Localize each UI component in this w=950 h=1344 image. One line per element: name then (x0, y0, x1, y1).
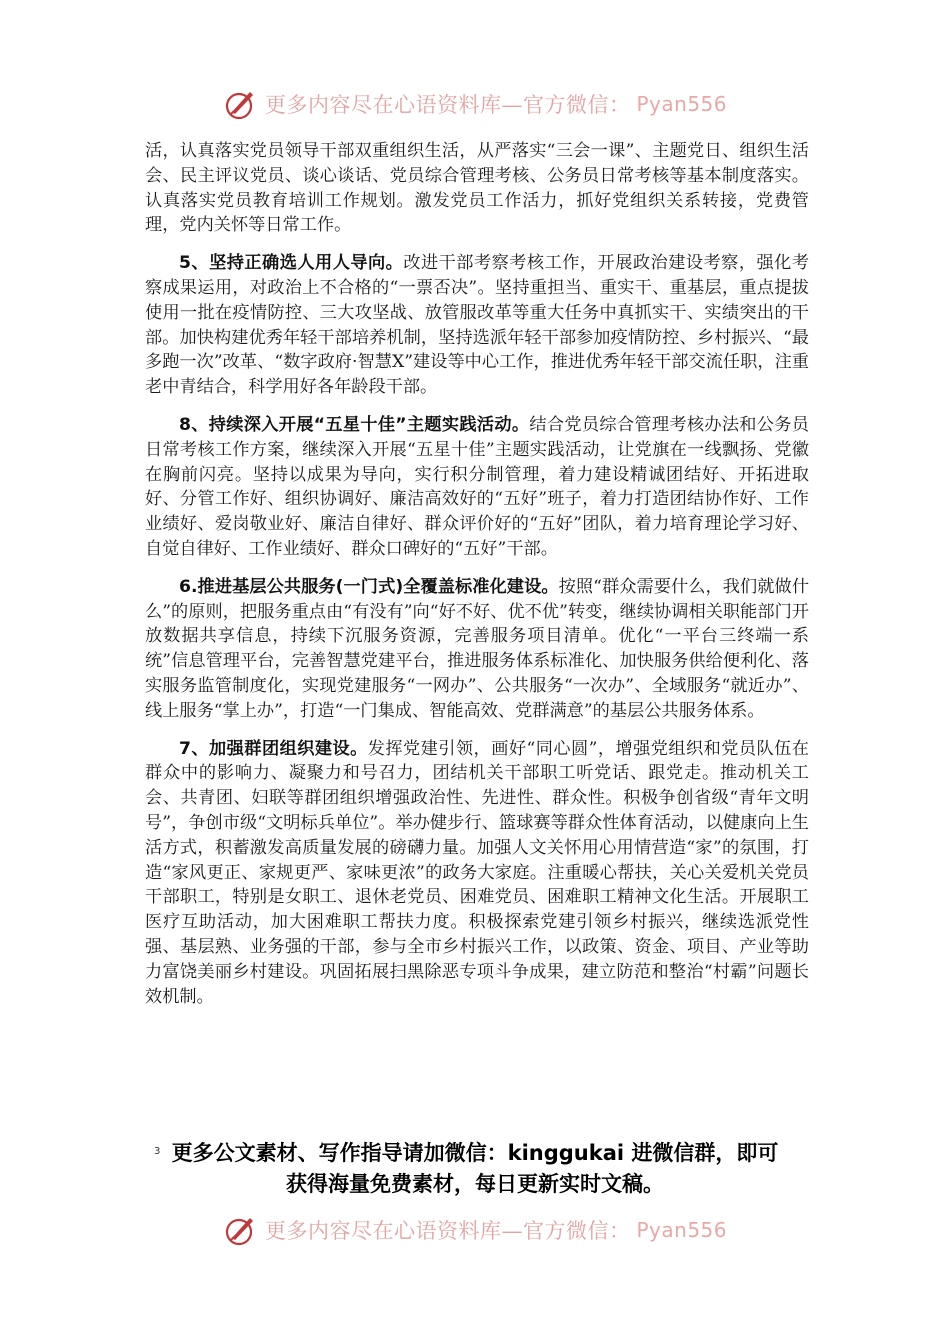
paragraph-item-8 (145, 413, 809, 562)
paragraph-heading: 8、持续深入开展“五星十佳”主题实践活动。 (179, 414, 530, 435)
paragraph-heading: 5、坚持正确选人用人导向。 (179, 253, 404, 274)
paragraph-item-7 (145, 737, 809, 1010)
footer-watermark (0, 1212, 950, 1248)
document-body (145, 139, 809, 1022)
watermark-text: 更多内容尽在心语资料库—官方微信： (264, 93, 631, 117)
paragraph-heading: 6.推进基层公共服务(一门式)全覆盖标准化建设。 (179, 576, 559, 597)
paragraph-heading: 7、加强群团组织建设。 (179, 738, 368, 759)
page-mark: 3 (154, 1146, 161, 1157)
quill-logo-icon (223, 1212, 259, 1248)
paragraph-item-5 (145, 251, 809, 400)
paragraph-body: 发挥党建引领，画好“同心圆”，增强党组织和党员队伍在群众中的影响力、凝聚力和号召力，团结机关干部职工听党话、跟党走。推动机关工会、共青团、妇联等群团组织增强政治性、先进性、群众性。积极争创省级“青年文明号”，争创市级“文明标兵单位”。举办健步行、篮球赛等群众性体育活动，以健康向上生活方式，积蓄激发高质量发展的磅礴力量。加强人文关怀用心用情营造“家”的氛围，打造“家风更正、家规更严、家味更浓”的政务大家庭。注重暖心帮扶，关心关爱机关党员干部职工，特别是女职工、退休老党员、困难党员、困难职工精神文化生活。开展职工医疗互助活动，加大困难职工帮扶力度。积极探索党建引领乡村振兴，继续选派党性强、基层熟、业务强的干部，参与全市乡村振兴工作，以政策、资金、项目、产业等助力富饶美丽乡村建设。巩固拓展扫黑除恶专项斗争成果，建立防范和整治“村霸”问题长效机制。 (145, 738, 809, 1007)
promo-notice (140, 1138, 810, 1200)
paragraph-body: 改进干部考察考核工作，开展政治建设考察，强化考察成果运用，对政治上不合格的“一票否决”。坚持重担当、重实干、重基层，重点提拔使用一批在疫情防控、三大攻坚战、放管服改革等重大任务中真抓实干、实绩突出的干部。加快构建优秀年轻干部培养机制，坚持选派年轻干部参加疫情防控、乡村振兴、“最多跑一次”改革、“数字政府·智慧X”建设等中心工作，推进优秀年轻干部交流任职，注重老中青结合，科学用好各年龄段干部。 (145, 253, 809, 398)
paragraph-body: 活，认真落实党员领导干部双重组织生活，从严落实“三会一课”、主题党日、组织生活会、民主评议党员、谈心谈话、党员综合管理考核、公务员日常考核等基本制度落实。认真落实党员教育培训工作规划。激发党员工作活力，抓好党组织关系转接，党费管理，党内关怀等日常工作。 (145, 141, 809, 236)
header-watermark (0, 86, 950, 122)
promo-line-1: 更多公文素材、写作指导请加微信：kinggukai 进微信群，即可 (171, 1141, 779, 1165)
paragraph-body: 结合党员综合管理考核办法和公务员日常考核工作方案，继续深入开展“五星十佳”主题实践活动，让党旗在一线飘扬、党徽在胸前闪亮。坚持以成果为导向，实行积分制管理，着力建设精诚团结好、开拓进取好、分管工作好、组织协调好、廉洁高效好的“五好”班子，着力打造团结协作好、工作业绩好、爱岗敬业好、廉洁自律好、群众评价好的“五好”团队，着力培育理论学习好、自觉自律好、工作业绩好、群众口碑好的“五好”干部。 (145, 414, 809, 559)
watermark-wechat-id: Pyan556 (636, 1218, 727, 1242)
quill-logo-icon (223, 86, 259, 122)
watermark-text: 更多内容尽在心语资料库—官方微信： (264, 1219, 631, 1243)
paragraph-item-6 (145, 575, 809, 724)
promo-line-2: 获得海量免费素材，每日更新实时文稿。 (286, 1172, 664, 1196)
paragraph-body: 按照“群众需要什么，我们就做什么”的原则，把服务重点由“有没有”向“好不好、优不优”转变，继续协调相关职能部门开放数据共享信息，持续下沉服务资源，完善服务项目清单。优化“一平台三终端一系统”信息管理平台，完善智慧党建平台，推进服务体系标准化、加快服务供给便利化、落实服务监管制度化，实现党建服务“一网办”、公共服务“一次办”、全域服务“就近办”、线上服务“掌上办”，打造“一门集成、智能高效、党群满意”的基层公共服务体系。 (145, 576, 810, 721)
watermark-wechat-id: Pyan556 (636, 92, 727, 116)
paragraph-continuation (145, 139, 809, 238)
